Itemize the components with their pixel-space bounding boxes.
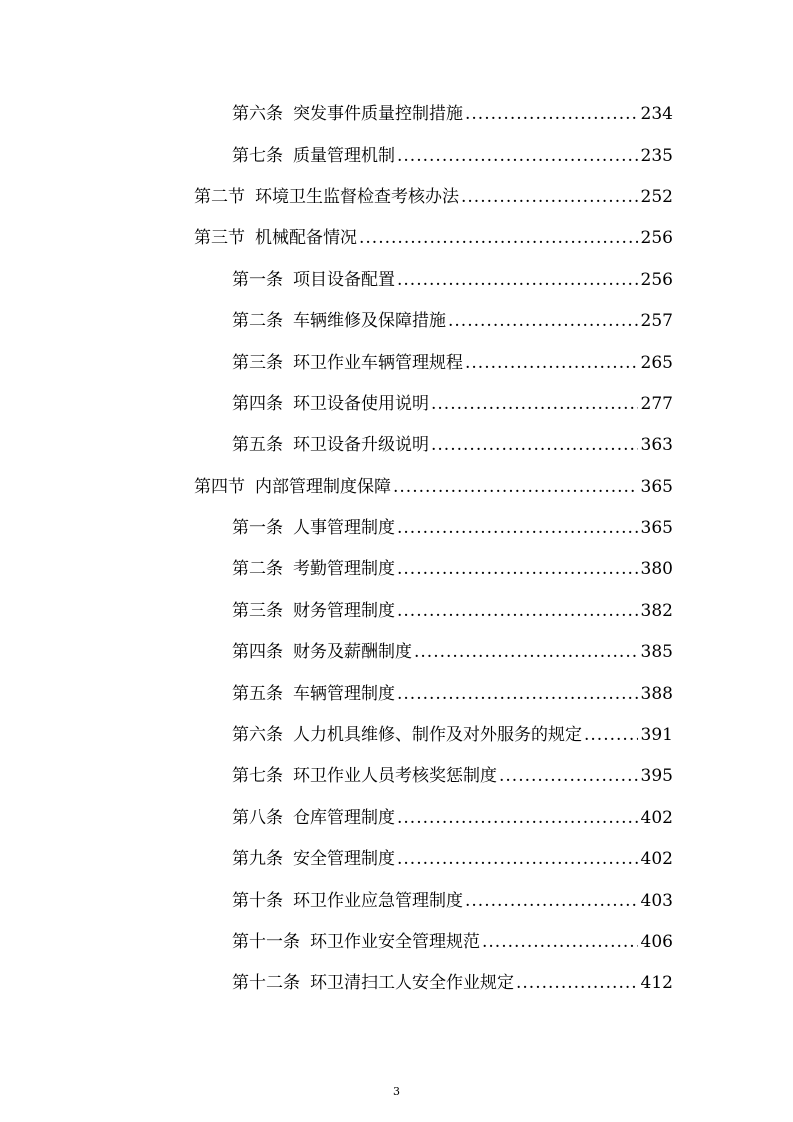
toc-entry-title: 内部管理制度保障 [255, 476, 391, 497]
toc-entry-number: 第五条 [232, 683, 283, 704]
toc-section-entry[interactable] [0, 464, 793, 505]
toc-entry-number: 第六条 [232, 725, 283, 746]
toc-entry-title: 环卫清扫工人安全作业规定 [310, 973, 514, 994]
toc-entry-number: 第二条 [232, 559, 283, 580]
dot-leader [397, 559, 638, 579]
toc-article-entry[interactable] [0, 588, 793, 629]
page-number: 3 [393, 1085, 400, 1098]
toc-entry-title: 环卫设备使用说明 [293, 393, 429, 414]
toc-entry-title: 财务及薪酬制度 [293, 642, 412, 663]
toc-article-entry[interactable] [0, 91, 793, 132]
toc-entry-number: 第五条 [232, 435, 283, 456]
toc-entry-page: 385 [640, 642, 673, 663]
toc-entry-number: 第四节 [194, 476, 245, 497]
dot-leader [516, 973, 638, 993]
toc-entry-page: 395 [640, 766, 673, 787]
toc-entry-page: 277 [640, 393, 673, 414]
toc-entry-page: 365 [640, 476, 673, 497]
toc-entry-page: 265 [640, 352, 673, 373]
toc-entry-number: 第九条 [232, 849, 283, 870]
dot-leader [397, 601, 638, 621]
toc-article-entry[interactable] [0, 381, 793, 422]
toc-article-entry[interactable] [0, 505, 793, 546]
toc-entry-number: 第七条 [232, 766, 283, 787]
toc-entry-page: 235 [640, 145, 673, 166]
toc-entry-title: 财务管理制度 [293, 600, 395, 621]
dot-leader [465, 891, 638, 911]
toc-entry-number: 第三节 [194, 228, 245, 249]
toc-entry-page: 252 [640, 186, 673, 207]
toc-entry-page: 402 [640, 807, 673, 828]
toc-section-entry[interactable] [0, 215, 793, 256]
toc-entry-title: 环卫作业车辆管理规程 [293, 352, 463, 373]
dot-leader [482, 932, 638, 952]
toc-entry-page: 403 [640, 890, 673, 911]
toc-entry-number: 第三条 [232, 352, 283, 373]
toc-entry-number: 第三条 [232, 600, 283, 621]
toc-entry-number: 第七条 [232, 145, 283, 166]
toc-article-entry[interactable] [0, 298, 793, 339]
toc-entry-page: 234 [640, 104, 673, 125]
toc-article-entry[interactable] [0, 670, 793, 711]
toc-entry-number: 第十条 [232, 890, 283, 911]
toc-article-entry[interactable] [0, 919, 793, 960]
toc-entry-page: 380 [640, 559, 673, 580]
toc-entry-page: 256 [640, 269, 673, 290]
toc-article-entry[interactable] [0, 339, 793, 380]
toc-entry-page: 382 [640, 600, 673, 621]
dot-leader [465, 353, 638, 373]
toc-entry-number: 第十二条 [232, 973, 300, 994]
toc-entry-page: 402 [640, 849, 673, 870]
dot-leader [393, 477, 638, 497]
toc-entry-page: 256 [640, 228, 673, 249]
toc-entry-title: 环卫设备升级说明 [293, 435, 429, 456]
toc-entry-title: 项目设备配置 [293, 269, 395, 290]
toc-entry-title: 质量管理机制 [293, 145, 395, 166]
toc-entry-title: 安全管理制度 [293, 849, 395, 870]
toc-entry-number: 第二条 [232, 311, 283, 332]
toc-entry-title: 环卫作业应急管理制度 [293, 890, 463, 911]
toc-entry-title: 车辆维修及保障措施 [293, 311, 446, 332]
toc-entry-title: 车辆管理制度 [293, 683, 395, 704]
toc-article-entry[interactable] [0, 132, 793, 173]
toc-entry-title: 机械配备情况 [255, 228, 357, 249]
toc-entry-page: 406 [640, 932, 673, 952]
dot-leader [397, 684, 638, 704]
toc-article-entry[interactable] [0, 546, 793, 587]
toc-entry-number: 第一条 [232, 269, 283, 290]
dot-leader [397, 146, 638, 166]
dot-leader [397, 518, 638, 538]
toc-entry-title: 人力机具维修、制作及对外服务的规定 [293, 725, 582, 746]
toc-entry-number: 第四条 [232, 393, 283, 414]
toc-entry-title: 考勤管理制度 [293, 559, 395, 580]
toc-entry-page: 388 [640, 683, 673, 704]
dot-leader [584, 725, 638, 745]
table-of-contents [0, 91, 793, 1002]
toc-article-entry[interactable] [0, 877, 793, 918]
toc-article-entry[interactable] [0, 795, 793, 836]
toc-article-entry[interactable] [0, 753, 793, 794]
dot-leader [397, 808, 638, 828]
toc-entry-number: 第四条 [232, 642, 283, 663]
toc-entry-number: 第二节 [194, 186, 245, 207]
toc-article-entry[interactable] [0, 712, 793, 753]
toc-article-entry[interactable] [0, 960, 793, 1001]
toc-entry-title: 突发事件质量控制措施 [293, 104, 463, 125]
toc-article-entry[interactable] [0, 629, 793, 670]
dot-leader [461, 187, 638, 207]
toc-entry-title: 环卫作业安全管理规范 [310, 932, 480, 952]
dot-leader [414, 642, 638, 662]
dot-leader [431, 394, 638, 414]
dot-leader [359, 228, 638, 248]
dot-leader [499, 766, 638, 786]
toc-article-entry[interactable] [0, 257, 793, 298]
toc-entry-number: 第一条 [232, 518, 283, 539]
dot-leader [465, 104, 638, 124]
dot-leader [397, 270, 638, 290]
dot-leader [448, 311, 638, 331]
dot-leader [397, 849, 638, 869]
toc-entry-page: 363 [640, 435, 673, 456]
toc-article-entry[interactable] [0, 422, 793, 463]
toc-entry-number: 第十一条 [232, 932, 300, 952]
toc-entry-page: 257 [640, 311, 673, 332]
toc-entry-title: 人事管理制度 [293, 518, 395, 539]
dot-leader [431, 435, 638, 455]
toc-entry-page: 365 [640, 518, 673, 539]
toc-entry-number: 第六条 [232, 104, 283, 125]
toc-entry-title: 环境卫生监督检查考核办法 [255, 186, 459, 207]
toc-entry-page: 412 [640, 973, 673, 994]
toc-entry-page: 391 [640, 725, 673, 746]
toc-entry-title: 仓库管理制度 [293, 807, 395, 828]
toc-entry-title: 环卫作业人员考核奖惩制度 [293, 766, 497, 787]
toc-article-entry[interactable] [0, 836, 793, 877]
toc-section-entry[interactable] [0, 174, 793, 215]
toc-entry-number: 第八条 [232, 807, 283, 828]
